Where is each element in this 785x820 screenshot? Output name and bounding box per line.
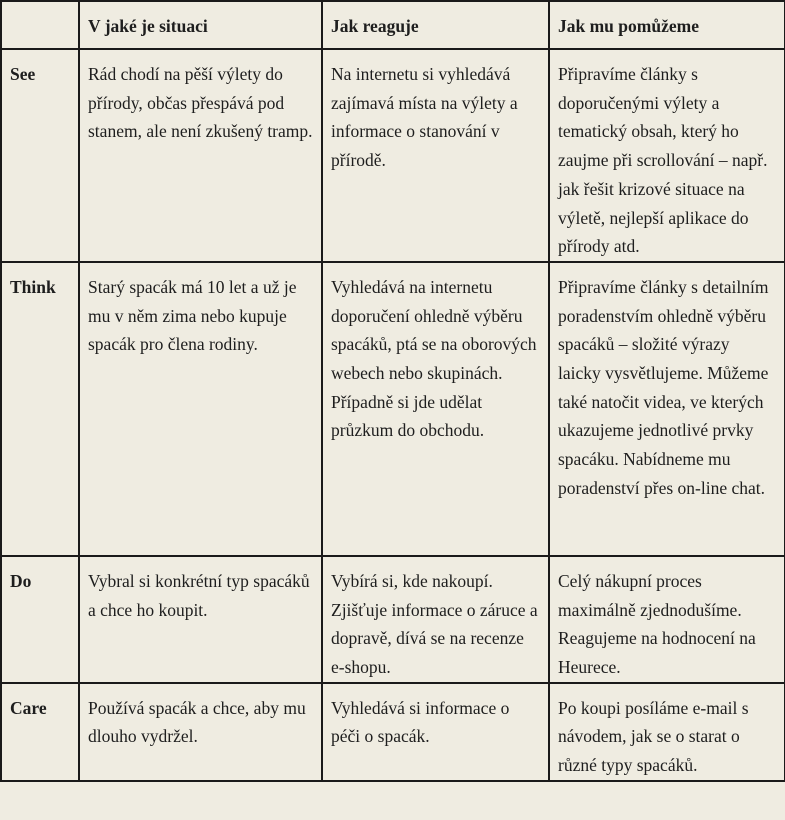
cell-help: Celý nákupní proces maximálně zjednodušíme. Reagujeme na hodnocení na Heurece. <box>549 556 785 683</box>
header-row <box>1 1 785 49</box>
cell-situation: Používá spacák a chce, aby mu dlouho vydržel. <box>79 683 322 781</box>
cell-situation: Starý spacák má 10 let a už je mu v něm zima nebo kupuje spacák pro člena rodiny. <box>79 262 322 556</box>
header-help: Jak mu pomůžeme <box>549 1 785 49</box>
row-stage-do: Do <box>1 556 79 683</box>
cell-situation: Vybral si konkrétní typ spacáků a chce ho koupit. <box>79 556 322 683</box>
cell-situation: Rád chodí na pěší výlety do přírody, občas přespává pod stanem, ale není zkušený tramp. <box>79 49 322 262</box>
table-row <box>1 49 785 262</box>
table-row <box>1 683 785 781</box>
row-stage-care: Care <box>1 683 79 781</box>
row-stage-think: Think <box>1 262 79 556</box>
table-row <box>1 556 785 683</box>
cell-help: Po koupi posíláme e-mail s návodem, jak se o starat o různé typy spacáků. <box>549 683 785 781</box>
cell-help: Připravíme články s detailním poradenstvím ohledně výběru spacáků – složité výrazy laicky vysvětlujeme. Můžeme také natočit videa, ve kterých ukazujeme jednotlivé prvky spacáku. Nabídneme mu poradenství přes on-line chat. <box>549 262 785 556</box>
cell-reaction: Vyhledává si informace o péči o spacák. <box>322 683 549 781</box>
cell-reaction: Vyhledává na internetu doporučení ohledně výběru spacáků, ptá se na oborových webech nebo skupinách. Případně si jde udělat průzkum do obchodu. <box>322 262 549 556</box>
table-row <box>1 262 785 556</box>
cell-reaction: Na internetu si vyhledává zajímavá místa na výlety a informace o stanování v přírodě. <box>322 49 549 262</box>
row-stage-see: See <box>1 49 79 262</box>
cell-help: Připravíme články s doporučenými výlety a tematický obsah, který ho zaujme při scrollování – např. jak řešit krizové situace na výletě, nejlepší aplikace do přírody atd. <box>549 49 785 262</box>
header-situation: V jaké je situaci <box>79 1 322 49</box>
header-empty-cell <box>1 1 79 49</box>
header-reaction: Jak reaguje <box>322 1 549 49</box>
cell-reaction: Vybírá si, kde nakoupí. Zjišťuje informace o záruce a dopravě, dívá se na recenze e-shopu. <box>322 556 549 683</box>
